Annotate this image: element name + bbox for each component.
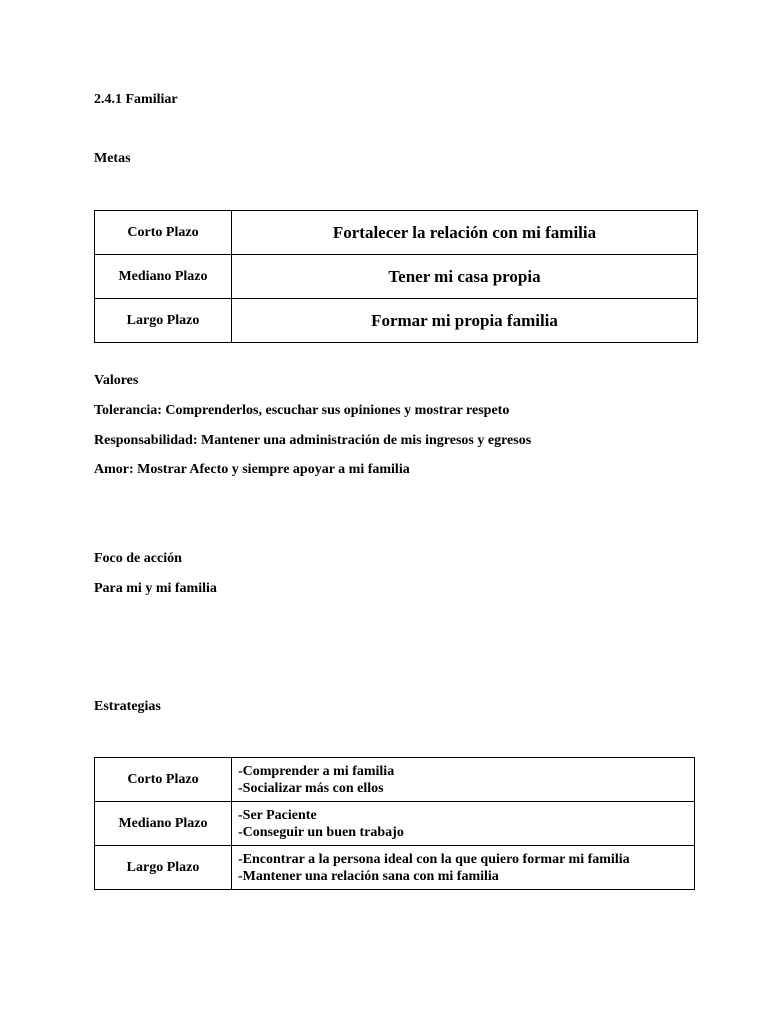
foco-title: Foco de acción xyxy=(94,551,182,566)
strategy-line: -Comprender a mi familia xyxy=(238,763,395,779)
table-row xyxy=(95,299,698,343)
strategy-cell xyxy=(232,802,695,846)
metas-table xyxy=(94,210,698,343)
goal-value: Formar mi propia familia xyxy=(232,299,698,343)
strategy-line: -Socializar más con ellos xyxy=(238,780,384,796)
table-row xyxy=(95,802,695,846)
metas-title: Metas xyxy=(94,151,131,166)
strategy-line: -Encontrar a la persona ideal con la que quiero formar mi familia xyxy=(238,851,630,867)
valores-title: Valores xyxy=(94,373,139,388)
section-heading: 2.4.1 Familiar xyxy=(94,92,178,107)
term-label: Mediano Plazo xyxy=(95,802,232,846)
valor-item: Tolerancia: Comprenderlos, escuchar sus opiniones y mostrar respeto xyxy=(94,403,510,418)
goal-value: Fortalecer la relación con mi familia xyxy=(232,211,698,255)
strategy-cell xyxy=(232,758,695,802)
strategy-line: -Conseguir un buen trabajo xyxy=(238,824,404,840)
table-row xyxy=(95,255,698,299)
term-label: Mediano Plazo xyxy=(95,255,232,299)
valor-item: Responsabilidad: Mantener una administración de mis ingresos y egresos xyxy=(94,433,532,448)
term-label: Corto Plazo xyxy=(95,211,232,255)
table-row xyxy=(95,846,695,890)
table-row xyxy=(95,211,698,255)
strategy-line: -Ser Paciente xyxy=(238,807,317,823)
term-label: Corto Plazo xyxy=(95,758,232,802)
estrategias-title: Estrategias xyxy=(94,699,161,714)
strategy-cell xyxy=(232,846,695,890)
table-row xyxy=(95,758,695,802)
term-label: Largo Plazo xyxy=(95,299,232,343)
goal-value: Tener mi casa propia xyxy=(232,255,698,299)
strategy-line: -Mantener una relación sana con mi familia xyxy=(238,868,499,884)
foco-text: Para mi y mi familia xyxy=(94,581,217,596)
term-label: Largo Plazo xyxy=(95,846,232,890)
estrategias-table xyxy=(94,757,695,890)
valor-item: Amor: Mostrar Afecto y siempre apoyar a mi familia xyxy=(94,462,410,477)
